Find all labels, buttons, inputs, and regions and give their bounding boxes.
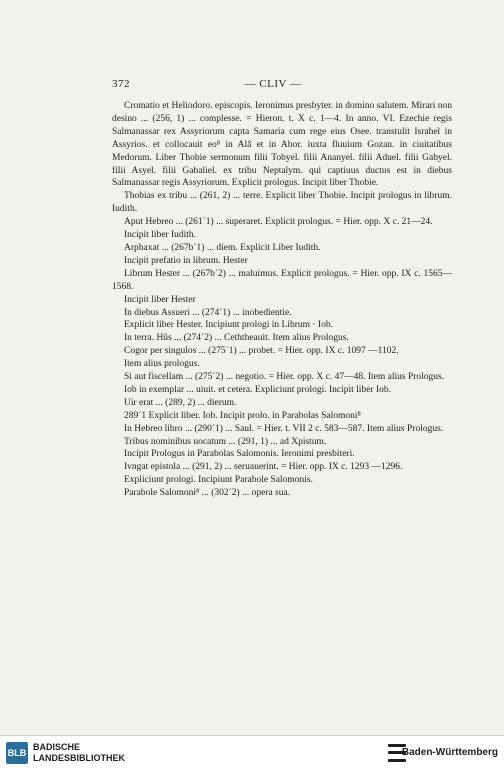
paragraph: Incipit liber Iudith. — [124, 230, 197, 241]
paragraph: Aput Hebreo ... (261´1) ... superaret. Explicit prologus. = Hier. opp. X c. 21—24. — [124, 217, 433, 228]
paragraph: Incipit Prologus in Parabolas Salomonis. Ieronimi presbiteri. — [124, 449, 355, 460]
paragraph: Uir erat ... (289, 2) ... dierum. — [124, 397, 237, 408]
paragraph: Iob in exemplar ... uiuit. et cetera. Expliciunt prologi. Incipit liber Iob. — [124, 384, 391, 395]
paragraph: 289´1 Explicit liber. Iob. Incipit prolo. in Parabolas Salomoni⁸ — [124, 410, 361, 421]
paragraph: In Hebreo libro ... (290´1) ... Saul. = Hier. t. VII 2 c. 583—587. Item alius Prologus. — [124, 423, 444, 434]
running-head — [112, 78, 434, 92]
paragraph: Incipit liber Hester — [124, 294, 196, 305]
paragraph: Thobias ex tribu ... (261, 2) ... terre. Explicit liber Thobie. Incipit prologus in librum. Iudith. — [112, 191, 452, 215]
blb-logo-icon[interactable]: BLB — [6, 742, 28, 764]
library-name — [33, 742, 125, 764]
paragraph: Ivngat epistola ... (291, 2) ... seruauerint. = Hier. opp. IX c. 1293 —1296. — [124, 462, 403, 473]
paragraph: Cogor per singulos ... (275´1) ... probet. = Hier. opp. IX c. 1097 —1102. — [124, 346, 399, 357]
paragraph: In terra. Hûs ... (274´2) ... Ceththeauit. Item alius Prologus. — [124, 333, 349, 344]
page-header-title: — CLIV — — [244, 78, 302, 90]
paragraph: Incipit prefatio in librum. Hester — [124, 255, 248, 266]
paragraph: Item alius prologus. — [124, 359, 200, 370]
library-name-line2: LANDESBIBLIOTHEK — [33, 753, 125, 763]
state-name[interactable]: Baden-Württemberg — [401, 747, 498, 758]
paragraph: Tribus nominibus uocatum ... (291, 1) ... ad Xpistum. — [124, 436, 327, 447]
paragraph: Expliciunt prologi. Incipiunt Parabole Salomonis. — [124, 475, 313, 486]
paragraph: Cromatio et Heliodoro. episcopis. Ieronimus presbyter. in domino salutem. Mirari non desino ... (256, 1) ... complesse. = Hieron. t. X c. 1—4. In anno. VI. Ezechie regis Salmanassar rex Assyriorum capta Samaria cum rege eius Osee. transtulit Israhel in Assyrios. et collocauit eo⁸ in Alâ et in Abor. iuxta fluuium Gozan. in ciuitatibus Medorum. Liber Thobie sermonum filii Tobyel. filii Ananyel. filii Aduel. filii Gabyel. filii Asyel. filii Gabaliel. ex tribu Neptalym. qui captiuus ductus est in diebus Salmanassar regis Assyriorum. Explicit prologus. Incipit liber Thobie. — [112, 101, 452, 189]
paragraph: Si aut fiscellam ... (275´2) ... negotio. = Hier. opp. X c. 47—48. Item alius Prologus. — [124, 372, 445, 383]
library-name-line1: BADISCHE — [33, 742, 81, 752]
page-number: 372 — [112, 78, 130, 90]
paragraph: Librum Hester ... (267b´2) ... maluimus. Explicit prologus. = Hier. opp. IX c. 1565—1568. — [112, 268, 452, 292]
viewer-footer — [0, 735, 504, 770]
paragraph: Explicit liber Hester. Incipiunt prologi in Librum · Iob. — [124, 320, 333, 331]
paragraph: Parabole Salomoni⁸ ... (302´2) ... opera sua. — [124, 488, 291, 499]
paragraph: In diebus Assueri ... (274´1) ... inobedientie. — [124, 307, 292, 318]
body-text — [112, 100, 452, 500]
paragraph: Arphaxat ... (267b´1) ... diem. Explicit Liber Iudith. — [124, 242, 321, 253]
